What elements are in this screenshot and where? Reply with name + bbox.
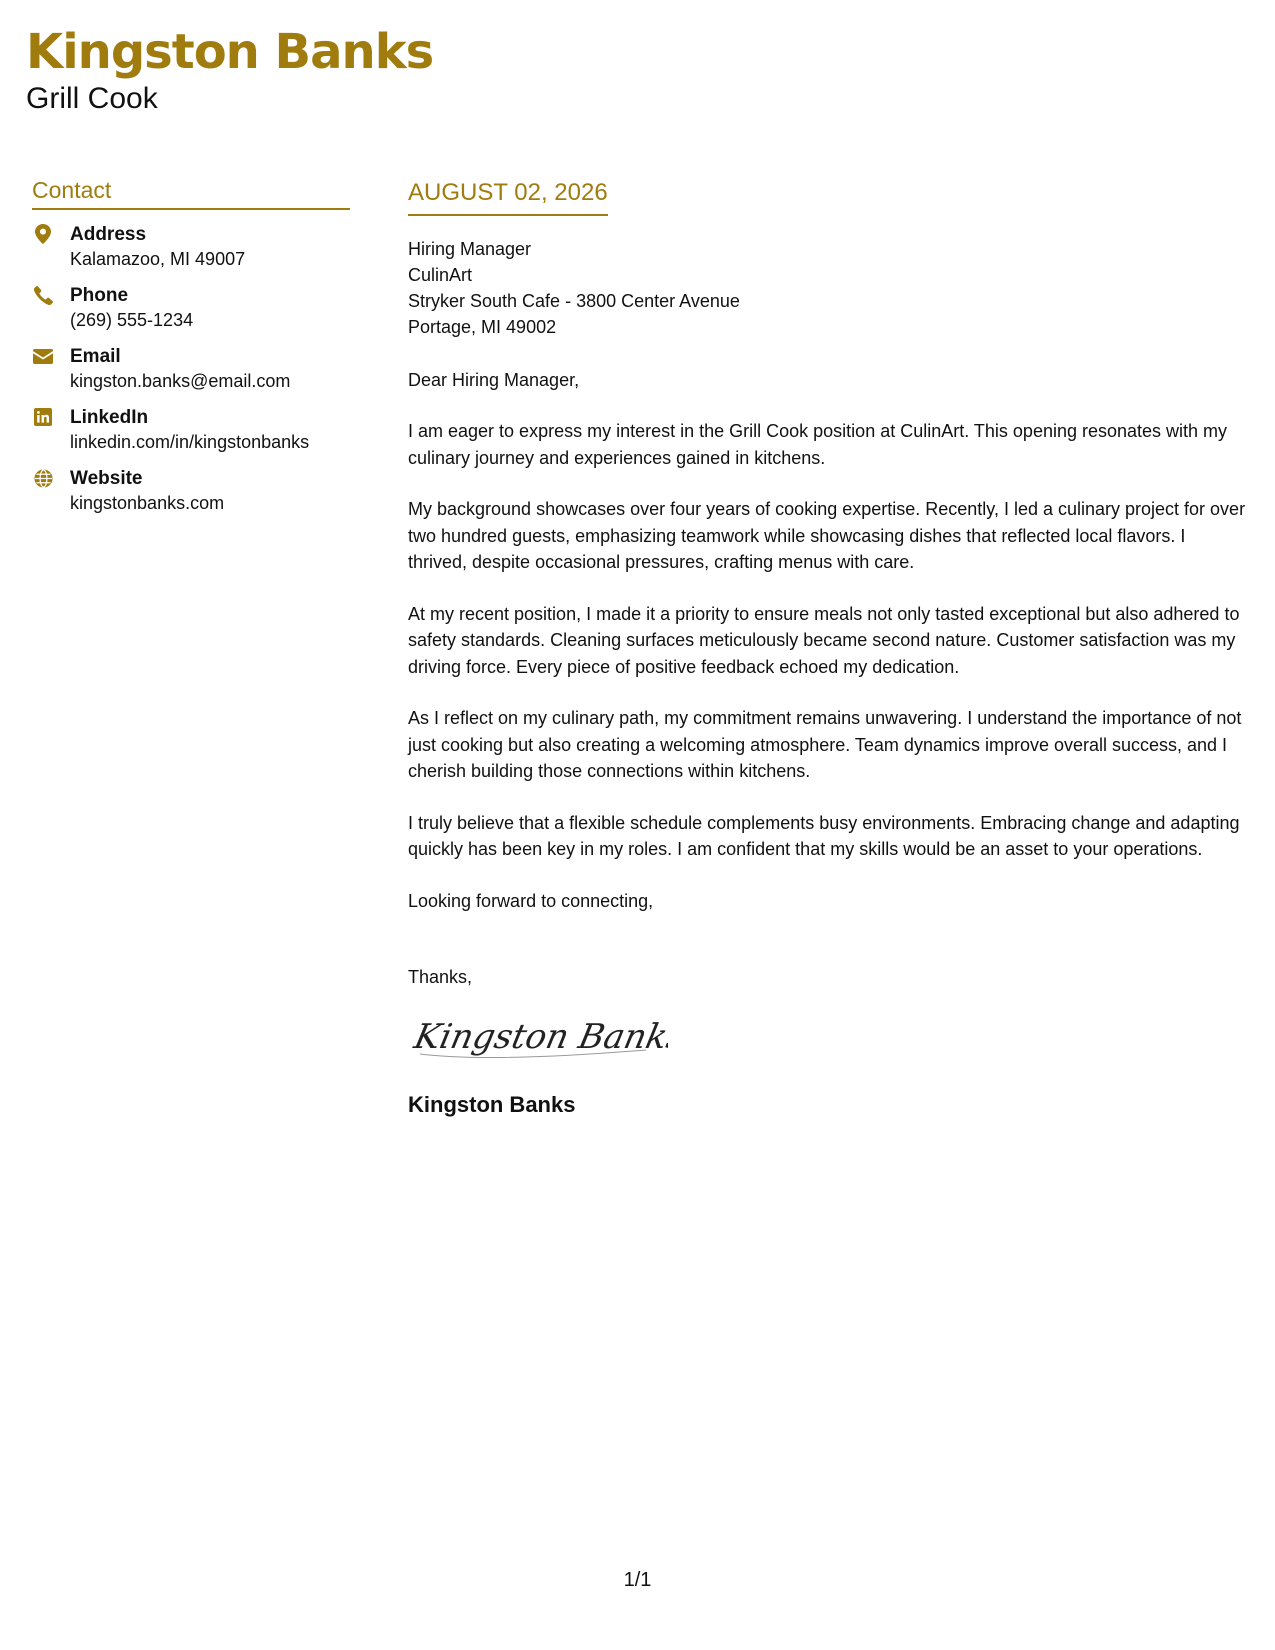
handwritten-signature <box>408 1004 668 1066</box>
contact-item-phone <box>32 283 350 333</box>
recipient-line: Hiring Manager <box>408 239 532 259</box>
letter-date: AUGUST 02, 2026 <box>408 178 608 216</box>
recipient-block <box>408 236 1246 340</box>
contact-label-address: Address <box>70 224 147 245</box>
thanks-line: Thanks, <box>408 966 473 987</box>
signed-name: Kingston Banks <box>408 1091 576 1117</box>
applicant-name: Kingston Banks <box>26 24 434 80</box>
recipient-line: Stryker South Cafe - 3800 Center Avenue <box>408 291 740 311</box>
letter-paragraph: At my recent position, I made it a priority to ensure meals not only tasted exceptional but also adhered to safety standards. Cleaning surfaces meticulously became second nature. Customer satisfaction was my driving force. Every piece of positive feedback echoed my dedication. <box>408 603 1240 677</box>
contact-heading: Contact <box>32 176 350 210</box>
map-pin-icon <box>32 223 54 245</box>
job-title: Grill Cook <box>26 82 158 115</box>
letter-paragraph: I truly believe that a flexible schedule complements busy environments. Embracing change and adapting quickly has been key in my roles. I am confident that my skills would be an asset to your operations. <box>408 812 1240 859</box>
globe-icon <box>32 467 54 489</box>
recipient-line: Portage, MI 49002 <box>408 317 557 337</box>
envelope-icon <box>32 345 54 367</box>
contact-item-website <box>32 466 350 516</box>
contact-item-email <box>32 344 350 394</box>
linkedin-icon <box>32 406 54 428</box>
contact-value-address: Kalamazoo, MI 49007 <box>70 249 246 269</box>
contact-item-linkedin <box>32 405 350 455</box>
svg-text:Kingston Banks: Kingston Banks <box>410 1016 668 1057</box>
contact-value-linkedin: linkedin.com/in/kingstonbanks <box>70 432 310 452</box>
letter-paragraph: My background showcases over four years of cooking expertise. Recently, I led a culinary project for over two hundred guests, emphasizing teamwork while showcasing dishes that reflected local flavors. I thrived, despite occasional pressures, crafting menus with care. <box>408 499 1246 572</box>
contact-label-linkedin: LinkedIn <box>70 407 149 428</box>
contact-value-phone: (269) 555-1234 <box>70 310 194 330</box>
letter-paragraph: I am eager to express my interest in the Grill Cook position at CulinArt. This opening resonates with my culinary journey and experiences gained in kitchens. <box>408 421 1228 468</box>
contact-label-email: Email <box>70 346 121 367</box>
contact-value-email: kingston.banks@email.com <box>70 371 291 391</box>
recipient-line: CulinArt <box>408 265 473 285</box>
contact-item-address <box>32 222 350 272</box>
contact-sidebar <box>32 176 350 527</box>
phone-icon <box>32 284 54 306</box>
page-number: 1/1 <box>623 1569 652 1591</box>
contact-label-phone: Phone <box>70 285 129 306</box>
letter-paragraph: As I reflect on my culinary path, my commitment remains unwavering. I understand the importance of not just cooking but also creating a welcoming atmosphere. Team dynamics improve overall success, and I cherish building those connections within kitchens. <box>408 708 1242 781</box>
letter-body <box>408 178 1246 1119</box>
contact-label-website: Website <box>70 468 143 489</box>
closing-line: Looking forward to connecting, <box>408 890 654 911</box>
contact-value-website: kingstonbanks.com <box>70 493 225 513</box>
letter-header <box>26 22 433 116</box>
salutation: Dear Hiring Manager, <box>408 370 580 390</box>
